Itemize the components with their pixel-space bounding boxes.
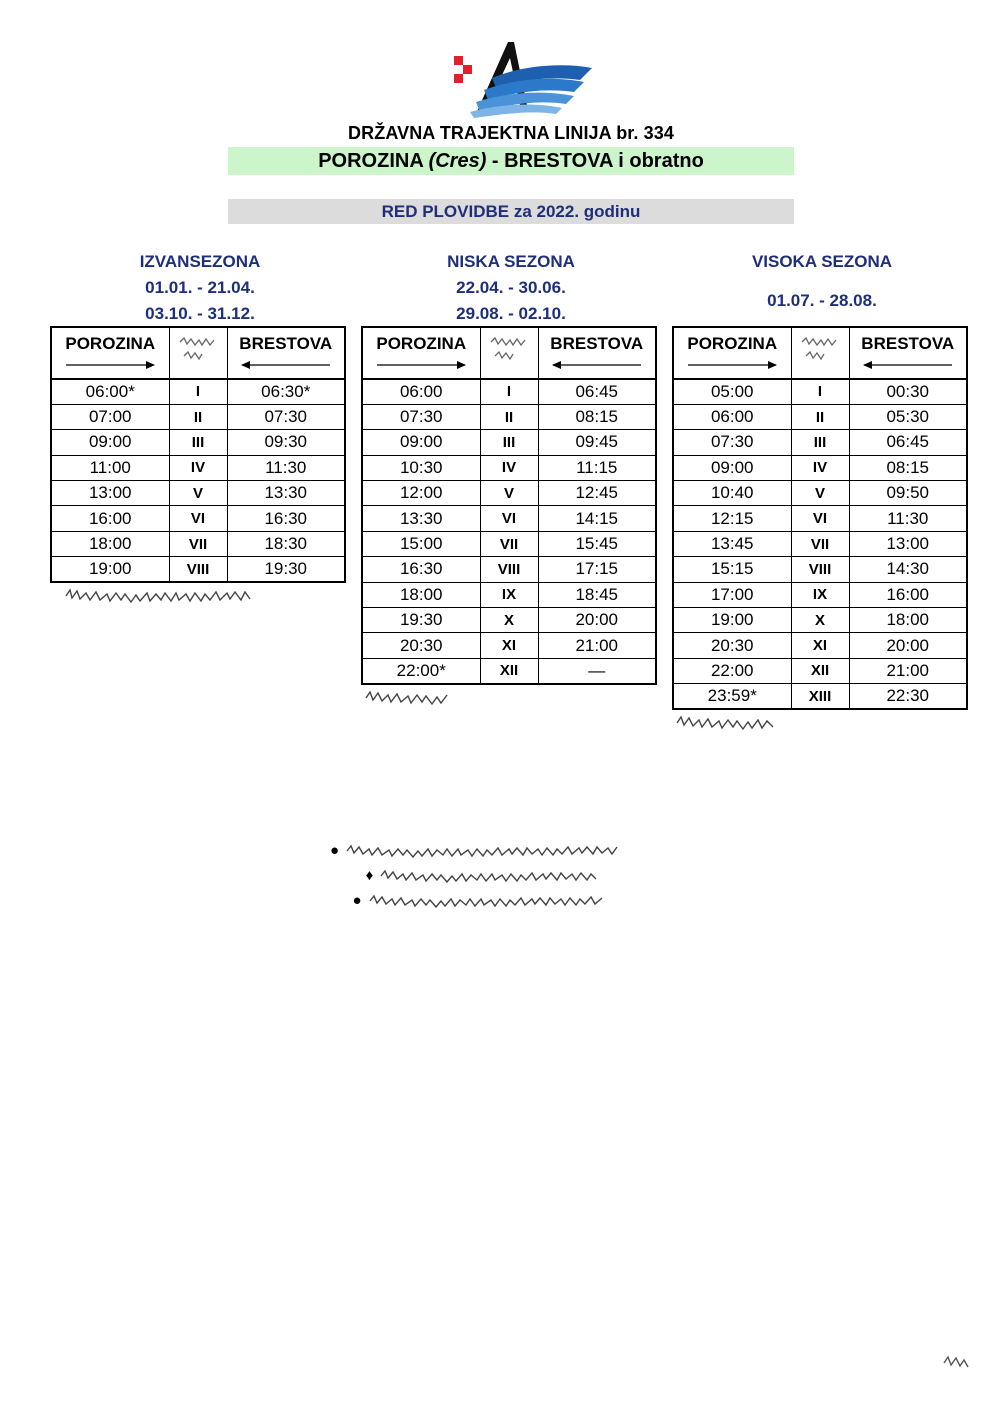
run-number: IX [791,582,849,607]
departure-porozina: 22:00 [673,658,791,683]
run-number: III [480,430,538,455]
departure-brestova: 20:00 [849,633,967,658]
note-item [300,863,720,888]
header-porozina [51,327,169,379]
run-number: II [791,404,849,429]
timetable-high-season [672,326,968,710]
table-row [362,557,656,582]
run-number: IV [169,455,227,480]
season-header-high [672,249,972,314]
season-date: 29.08. - 02.10. [456,304,566,323]
schedule-title: RED PLOVIDBE za 2022. godinu [228,199,794,224]
departure-brestova: 06:45 [849,430,967,455]
table-row [673,684,967,709]
header-label: POROZINA [687,334,778,353]
season-name: NISKA SEZONA [447,252,575,271]
departure-porozina: 05:00 [673,379,791,404]
departure-porozina: 06:00 [673,404,791,429]
departure-porozina: 06:00* [51,379,169,404]
run-number: XII [791,658,849,683]
table-row [51,557,345,582]
departure-porozina: 10:40 [673,481,791,506]
departure-brestova: 11:15 [538,455,656,480]
table-row [362,481,656,506]
season-header-low [361,249,661,327]
table-row [362,455,656,480]
run-number: IX [480,582,538,607]
header-run [791,327,849,379]
header-porozina [673,327,791,379]
table-row [673,506,967,531]
header-porozina [362,327,480,379]
table-row [673,404,967,429]
departure-brestova: 13:00 [849,531,967,556]
departure-porozina: 18:00 [362,582,480,607]
run-number: XI [480,633,538,658]
departure-porozina: 19:30 [362,608,480,633]
table-row [51,455,345,480]
departure-brestova: — [538,658,656,683]
run-number: IV [480,455,538,480]
run-number: I [480,379,538,404]
header-run [480,327,538,379]
footnote-redacted [675,715,795,731]
departure-brestova: 07:30 [227,404,345,429]
table-row [51,430,345,455]
table-row [362,531,656,556]
departure-brestova: 09:45 [538,430,656,455]
table-row [362,633,656,658]
season-header-off [50,249,350,327]
header-label: POROZINA [65,334,156,353]
departure-porozina: 13:00 [51,481,169,506]
table-row [362,608,656,633]
footnote-redacted [364,690,464,706]
departure-brestova: 08:15 [849,455,967,480]
departure-brestova: 06:45 [538,379,656,404]
run-number: XII [480,658,538,683]
arrow-right-icon [686,360,778,370]
run-number: I [791,379,849,404]
departure-porozina: 09:00 [673,455,791,480]
table-row [51,379,345,404]
run-number: VI [169,506,227,531]
run-label-redacted [178,336,218,366]
departure-porozina: 20:30 [362,633,480,658]
run-number: VI [791,506,849,531]
table-row [673,582,967,607]
run-number: VIII [791,557,849,582]
departure-brestova: 13:30 [227,481,345,506]
footnote-redacted [64,588,304,604]
table-row [673,557,967,582]
arrow-right-icon [64,360,156,370]
departure-brestova: 22:30 [849,684,967,709]
arrow-left-icon [862,360,954,370]
run-number: VII [480,531,538,556]
run-label-redacted [800,336,840,366]
run-label-redacted [489,336,529,366]
note-item [300,838,720,863]
run-number: V [169,481,227,506]
departure-porozina: 15:15 [673,557,791,582]
header-brestova [849,327,967,379]
departure-brestova: 11:30 [849,506,967,531]
departure-brestova: 00:30 [849,379,967,404]
table-row [362,506,656,531]
departure-porozina: 23:59* [673,684,791,709]
header-brestova [538,327,656,379]
bullet-dot-icon: ● [329,842,340,859]
season-date: 01.01. - 21.04. [145,278,255,297]
season-name: IZVANSEZONA [139,252,261,271]
departure-porozina: 19:00 [51,557,169,582]
header-label: BRESTOVA [550,334,644,353]
departure-brestova: 12:45 [538,481,656,506]
table-header-row [673,327,967,379]
timetable-off-season [50,326,346,583]
departure-brestova: 14:15 [538,506,656,531]
arrow-left-icon [240,360,332,370]
run-number: II [480,404,538,429]
departure-brestova: 19:30 [227,557,345,582]
run-number: VIII [480,557,538,582]
run-number: XIII [791,684,849,709]
departure-brestova: 16:30 [227,506,345,531]
arrow-right-icon [375,360,467,370]
run-number: III [169,430,227,455]
table-row [362,658,656,683]
page-number-redacted [942,1354,972,1370]
departure-porozina: 22:00* [362,658,480,683]
note-redacted [345,844,690,858]
run-number: XI [791,633,849,658]
departure-porozina: 18:00 [51,531,169,556]
route-destination: - BRESTOVA i obratno [486,150,704,172]
run-number: II [169,404,227,429]
header-brestova [227,327,345,379]
table-row [362,404,656,429]
departure-brestova: 14:30 [849,557,967,582]
bullet-diamond-icon: ♦ [365,867,374,884]
table-row [673,633,967,658]
season-name: VISOKA SEZONA [751,252,893,271]
departure-brestova: 09:30 [227,430,345,455]
departure-brestova: 11:30 [227,455,345,480]
route-title [228,147,794,175]
run-number: III [791,430,849,455]
note-item [300,888,720,913]
table-row [51,481,345,506]
header-label: BRESTOVA [861,334,955,353]
table-row [673,455,967,480]
table-row [362,430,656,455]
table-row [673,608,967,633]
table-row [51,531,345,556]
departure-brestova: 17:15 [538,557,656,582]
departure-porozina: 13:45 [673,531,791,556]
table-row [51,506,345,531]
departure-brestova: 15:45 [538,531,656,556]
departure-brestova: 21:00 [849,658,967,683]
table-row [673,430,967,455]
run-number: V [480,481,538,506]
season-date: 01.07. - 28.08. [767,291,877,310]
note-redacted [368,894,668,908]
departure-brestova: 21:00 [538,633,656,658]
departure-brestova: 20:00 [538,608,656,633]
departure-porozina: 16:00 [51,506,169,531]
departure-porozina: 07:30 [673,430,791,455]
table-header-row [51,327,345,379]
departure-brestova: 16:00 [849,582,967,607]
run-number: VIII [169,557,227,582]
departure-porozina: 20:30 [673,633,791,658]
note-redacted [379,869,654,883]
run-number: I [169,379,227,404]
bullet-dot-icon: ● [352,892,362,909]
departure-brestova: 18:30 [227,531,345,556]
departure-porozina: 06:00 [362,379,480,404]
company-logo [420,38,600,120]
departure-porozina: 11:00 [51,455,169,480]
run-number: X [791,608,849,633]
table-row [51,404,345,429]
departure-porozina: 07:30 [362,404,480,429]
departure-porozina: 15:00 [362,531,480,556]
departure-brestova: 18:45 [538,582,656,607]
route-origin: POROZINA [318,150,429,172]
table-row [673,481,967,506]
header-run [169,327,227,379]
departure-porozina: 09:00 [51,430,169,455]
table-row [362,379,656,404]
run-number: X [480,608,538,633]
departure-porozina: 12:00 [362,481,480,506]
header-label: POROZINA [376,334,467,353]
season-date: 22.04. - 30.06. [456,278,566,297]
departure-brestova: 09:50 [849,481,967,506]
arrow-left-icon [551,360,643,370]
departure-porozina: 13:30 [362,506,480,531]
departure-porozina: 07:00 [51,404,169,429]
departure-porozina: 19:00 [673,608,791,633]
departure-porozina: 12:15 [673,506,791,531]
departure-brestova: 05:30 [849,404,967,429]
departure-porozina: 09:00 [362,430,480,455]
run-number: VI [480,506,538,531]
run-number: IV [791,455,849,480]
departure-porozina: 17:00 [673,582,791,607]
table-row [673,658,967,683]
table-row [673,531,967,556]
season-date: 03.10. - 31.12. [145,304,255,323]
run-number: V [791,481,849,506]
table-row [362,582,656,607]
table-row [673,379,967,404]
table-header-row [362,327,656,379]
header-label: BRESTOVA [239,334,333,353]
departure-porozina: 10:30 [362,455,480,480]
notes-list [300,838,720,913]
run-number: VII [169,531,227,556]
run-number: VII [791,531,849,556]
route-island: (Cres) [428,150,487,172]
timetable-low-season [361,326,657,685]
departure-porozina: 16:30 [362,557,480,582]
ferry-line-title: DRŽAVNA TRAJEKTNA LINIJA br. 334 [348,123,674,143]
departure-brestova: 18:00 [849,608,967,633]
departure-brestova: 06:30* [227,379,345,404]
departure-brestova: 08:15 [538,404,656,429]
